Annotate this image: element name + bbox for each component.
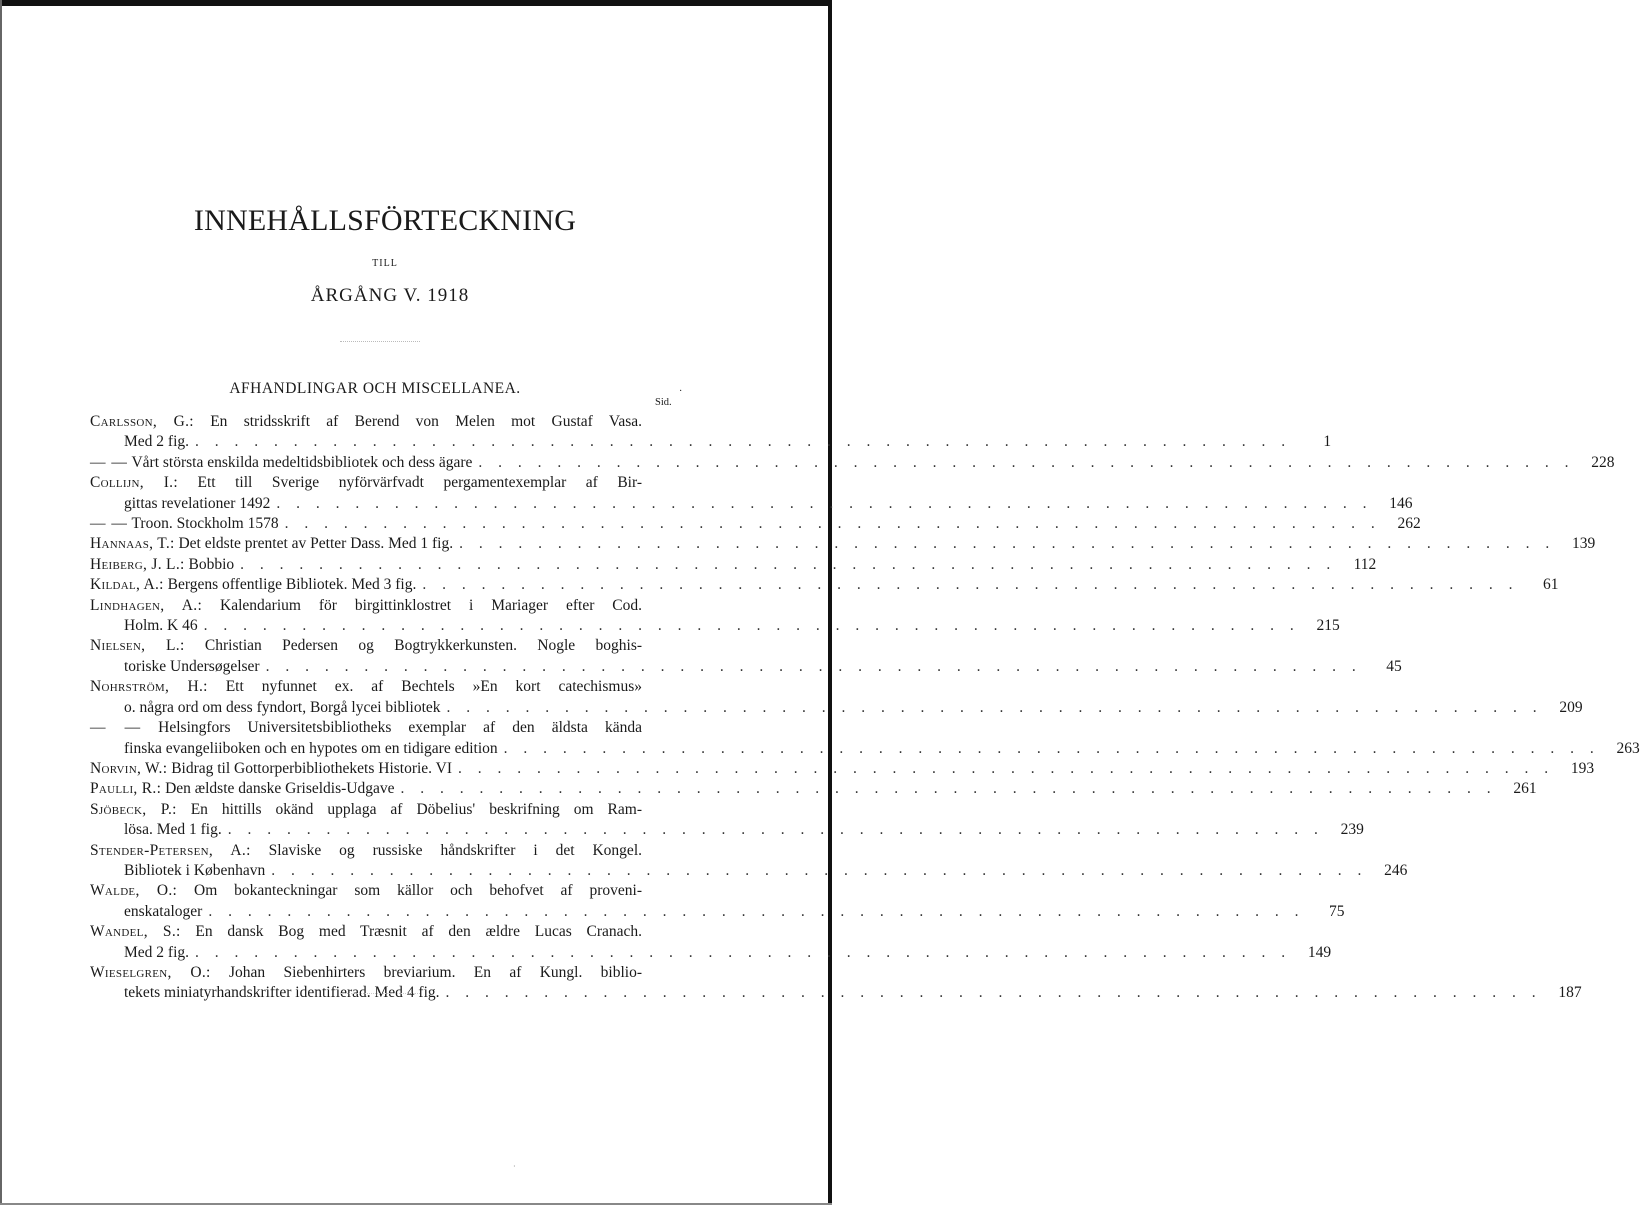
- toc-entry: [90, 841, 1408, 882]
- entry-title-text: Med 2 fig.: [124, 943, 190, 961]
- entry-title-text: Kalendarium för birgittinklostret i Mariager efter Cod.: [220, 596, 643, 614]
- entry-first-line: [90, 596, 682, 616]
- entry-title-text: toriske Undersøgelser: [124, 657, 260, 675]
- entry-first-line: [90, 963, 682, 983]
- entry-title-text: Troon. Stockholm 1578: [131, 515, 279, 533]
- entry-title-text: Bobbio: [188, 555, 235, 573]
- toc-entry: [90, 881, 1345, 922]
- page-number: 75: [1328, 902, 1345, 920]
- toc-entry: [90, 922, 1332, 963]
- entry-continuation-line: [90, 902, 1345, 922]
- page-number: 149: [1307, 943, 1332, 961]
- page-number: 239: [1340, 821, 1364, 839]
- entry-title-text: gittas revelationer 1492: [124, 494, 271, 512]
- toc-entry: [90, 453, 1615, 473]
- dot-leader: [189, 943, 1291, 963]
- dot-leader: [453, 534, 1555, 554]
- page-number-spacer: [642, 841, 682, 861]
- page-number: 1: [1323, 433, 1332, 451]
- entry-title-text: finska evangeliiboken och en hypotes om en tidigare edition: [124, 739, 498, 757]
- page-number: 209: [1559, 698, 1583, 716]
- entry-title-text: En stridsskrift af Berend von Melen mot Gustaf Vasa.: [210, 413, 642, 430]
- dot-leader: [395, 779, 1497, 799]
- page-number: 193: [1570, 759, 1595, 777]
- entry-author: Stender-Petersen, A.:: [90, 841, 251, 859]
- entry-title-text: Vårt största enskilda medeltidsbibliotek och dess ägare: [131, 453, 473, 471]
- entry-author: Collijn, I.:: [90, 474, 178, 492]
- entry-author: Norvin, W.:: [90, 759, 168, 777]
- entry-author: — —: [90, 719, 142, 737]
- page-number: 61: [1542, 576, 1559, 594]
- entry-continuation-line: [90, 943, 1332, 963]
- entry-title-text: lösa. Med 1 fig.: [124, 821, 222, 839]
- toc-entry: [90, 514, 1421, 534]
- entry-title-text: tekets miniatyrhandskrifter identifierad. Med 4 fig.: [124, 984, 440, 1002]
- dot-leader: [198, 616, 1300, 636]
- entry-first-line: [90, 575, 1559, 595]
- toc-entry: [90, 473, 1413, 514]
- entry-title-text: Det eldste prentet av Petter Dass. Med 1 fig.: [178, 535, 454, 553]
- toc-entry: [90, 575, 1559, 595]
- entry-author: Nielsen, L.:: [90, 637, 185, 655]
- page-number: 146: [1389, 494, 1413, 512]
- entry-first-line: [90, 718, 682, 738]
- stray-mark: ·: [679, 386, 683, 397]
- page-number-spacer: [642, 596, 682, 616]
- entry-first-line: [90, 881, 682, 901]
- toc-entry: [90, 534, 1596, 554]
- toc-entry: [90, 636, 1402, 677]
- entry-first-line: [90, 534, 1596, 554]
- dot-leader: [452, 759, 1554, 779]
- entry-first-line: [90, 677, 682, 697]
- dot-leader: [189, 432, 1291, 452]
- dot-leader: [498, 739, 1600, 759]
- entry-continuation-line: [90, 657, 1402, 677]
- entry-first-line: [90, 779, 1537, 799]
- entry-first-line: [90, 473, 682, 493]
- page-number: 112: [1353, 555, 1377, 573]
- entry-author: Carlsson, G.:: [90, 413, 194, 430]
- entry-title-text: Bibliotek i København: [124, 861, 266, 879]
- entry-title-text: En dansk Bog med Træsnit af den ældre Lucas Cranach.: [195, 923, 643, 941]
- page-number-spacer: [642, 800, 682, 820]
- section-heading: AFHANDLINGAR OCH MISCELLANEA.: [229, 380, 521, 397]
- entry-title-text: Med 2 fig.: [124, 433, 190, 451]
- entry-continuation-line: [90, 861, 1408, 881]
- page-number: 246: [1384, 861, 1408, 879]
- entry-author: — —: [90, 515, 128, 533]
- toc-entry: [90, 555, 1377, 575]
- dot-leader: [270, 494, 1372, 514]
- entry-title-text: Den ældste danske Griseldis-Udgave: [165, 780, 395, 798]
- page-number: 187: [1558, 984, 1582, 1002]
- entry-first-line: [90, 412, 682, 432]
- scan-border-left: [0, 0, 2, 1205]
- entry-author: Wieselgren, O.:: [90, 963, 211, 981]
- entry-title-text: Ett nyfunnet ex. af Bechtels »En kort catechismus»: [225, 678, 642, 696]
- page-number: 139: [1571, 535, 1596, 553]
- toc-entry: [90, 412, 1332, 453]
- entry-author: Wandel, S.:: [90, 923, 181, 941]
- entry-author: Kildal, A.:: [90, 576, 164, 594]
- page-number-spacer: [642, 881, 682, 901]
- entry-author: Nohrström, H.:: [90, 678, 208, 696]
- entry-first-line: [90, 922, 682, 942]
- toc-entry: [90, 596, 1340, 637]
- dot-leader: [222, 820, 1324, 840]
- page-number-spacer: [642, 677, 682, 697]
- title-divider: [340, 341, 420, 342]
- entry-continuation-line: [90, 616, 1340, 636]
- entry-author: Sjöbeck, P.:: [90, 800, 177, 818]
- page-number-spacer: [642, 636, 682, 656]
- page-number: 261: [1513, 780, 1537, 798]
- page-number-spacer: [642, 718, 682, 738]
- entry-first-line: [90, 759, 1595, 779]
- page-number: 45: [1386, 657, 1402, 675]
- dot-leader: [265, 861, 1367, 881]
- table-of-contents: [90, 412, 1640, 1004]
- entry-continuation-line: [90, 820, 1364, 840]
- entry-first-line: [90, 800, 682, 820]
- dot-leader: [416, 575, 1518, 595]
- page-number-spacer: [642, 412, 682, 432]
- dot-leader: [440, 983, 1542, 1003]
- entry-title-text: Christian Pedersen og Bogtrykkerkunsten. Nogle boghis-: [204, 637, 643, 655]
- entry-author: Walde, O.:: [90, 882, 178, 900]
- page-number-spacer: [642, 473, 682, 493]
- toc-entry: [90, 759, 1595, 779]
- entry-first-line: [90, 841, 682, 861]
- entry-author: Lindhagen, A.:: [90, 596, 203, 614]
- entry-title-text: Bidrag til Gottorperbibliothekets Historie. VI: [171, 759, 453, 777]
- entry-title-text: enskataloger: [124, 902, 203, 920]
- page-column-label: Sid.: [655, 397, 672, 408]
- toc-entry: [90, 779, 1537, 799]
- end-divider: [340, 993, 420, 994]
- scan-border-top: [0, 0, 832, 6]
- entry-title-text: Holm. K 46: [124, 617, 198, 635]
- scan-border-right: [828, 0, 832, 1205]
- entry-first-line: [90, 636, 682, 656]
- toc-entry: [90, 677, 1583, 718]
- entry-title-text: Bergens offentlige Bibliotek. Med 3 fig.: [167, 576, 417, 594]
- entry-title-text: Slaviske og russiske håndskrifter i det Kongel.: [268, 841, 642, 859]
- entry-title-text: En hittills okänd upplaga af Döbelius' beskrifning om Ram-: [190, 800, 642, 818]
- entry-title-text: Om bokanteckningar som källor och behofvet af proveni-: [194, 882, 642, 900]
- page-title: INNEHÅLLSFÖRTECKNING: [193, 204, 577, 237]
- dot-leader: [234, 555, 1336, 575]
- page-number-spacer: [642, 922, 682, 942]
- entry-first-line: [90, 514, 1421, 534]
- dot-leader: [441, 698, 1543, 718]
- entry-continuation-line: [90, 739, 1640, 759]
- dot-leader: [260, 657, 1362, 677]
- entry-first-line: [90, 555, 1377, 575]
- toc-entry: [90, 963, 1582, 1004]
- entry-author: Heiberg, J. L.:: [90, 555, 185, 573]
- dot-leader: [202, 902, 1304, 922]
- page-number: 215: [1316, 617, 1340, 635]
- toc-entry: [90, 800, 1364, 841]
- entry-author: — —: [90, 453, 128, 471]
- entry-continuation-line: [90, 432, 1332, 452]
- dot-leader: [279, 514, 1381, 534]
- entry-author: Hannaas, T.:: [90, 535, 175, 553]
- page-number: 263: [1616, 739, 1640, 757]
- entry-author: Paulli, R.:: [90, 780, 162, 798]
- till-label: TILL: [372, 258, 398, 269]
- entry-title-text: Johan Siebenhirters breviarium. En af Kungl. biblio-: [228, 963, 643, 981]
- toc-entry: [90, 718, 1640, 759]
- dot-leader: [472, 453, 1574, 473]
- page-number-spacer: [642, 963, 682, 983]
- page-number: 228: [1591, 453, 1615, 471]
- entry-title-text: Ett till Sverige nyförvärfvadt pergamentexemplar af Bir-: [197, 474, 642, 492]
- entry-continuation-line: [90, 698, 1583, 718]
- volume-year: ÅRGÅNG V. 1918: [310, 285, 470, 306]
- entry-first-line: [90, 453, 1615, 473]
- page-number: 262: [1397, 515, 1421, 533]
- entry-title-text: Helsingfors Universitetsbibliotheks exemplar af den äldsta kända: [158, 719, 642, 737]
- entry-title-text: o. några ord om dess fyndort, Borgå lycei bibliotek: [124, 698, 441, 716]
- entry-continuation-line: [90, 494, 1413, 514]
- stray-mark: ·: [513, 1162, 516, 1171]
